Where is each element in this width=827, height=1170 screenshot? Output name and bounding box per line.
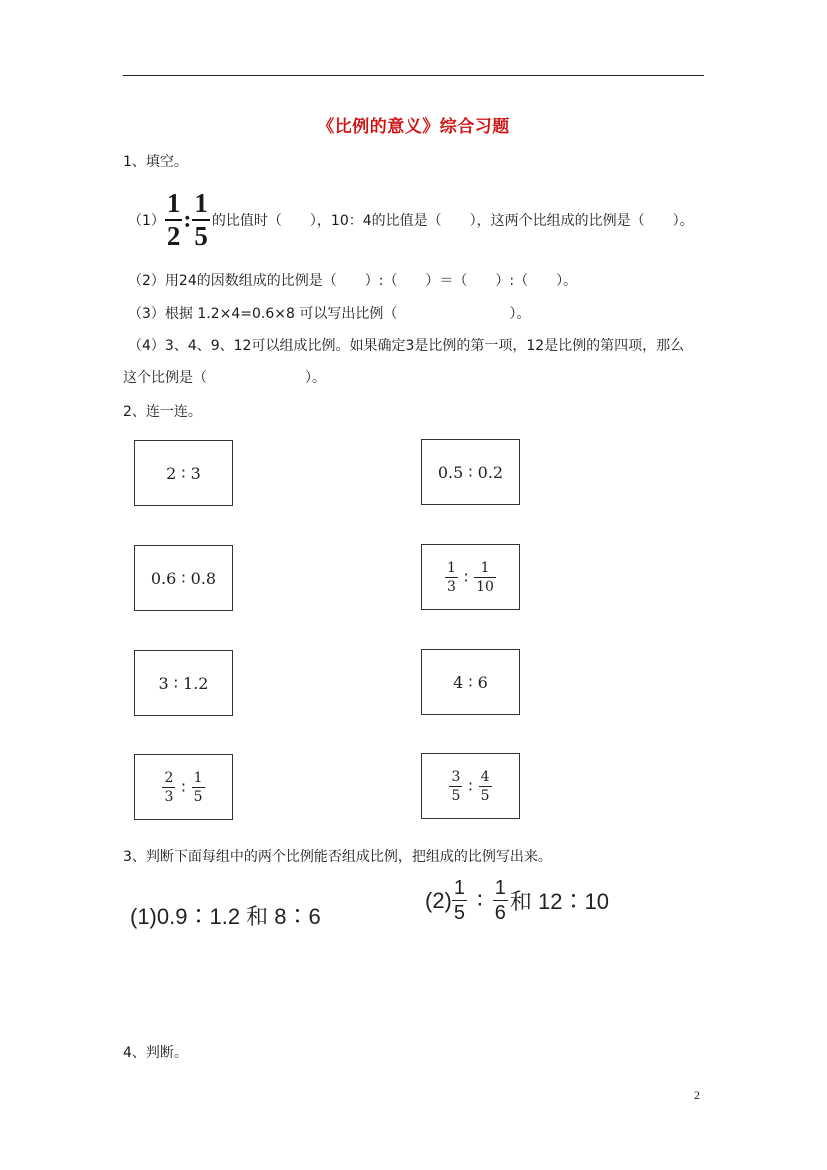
right-box-2-frac-a [445, 561, 458, 594]
section1-heading: 1、填空。 [123, 154, 188, 170]
q3-item2-frac-a [452, 878, 467, 923]
left-box-2[interactable] [134, 545, 233, 611]
q3-item2-frac-a-den: 5 [453, 902, 466, 924]
left-box-1[interactable] [134, 440, 233, 506]
q3-item1: (1)0.9∶1.2 和 8∶6 [130, 904, 321, 929]
section2-heading: 2、连一连。 [123, 404, 202, 420]
left-box-4-frac-a-den: 3 [164, 788, 174, 805]
left-box-4-sep: ∶ [181, 777, 186, 797]
right-box-4[interactable] [421, 753, 520, 819]
right-box-2-frac-b-den: 10 [476, 578, 494, 595]
header-rule [123, 75, 704, 76]
right-box-4-frac-b-den: 5 [480, 787, 490, 804]
q1-colon: : [183, 206, 192, 233]
right-box-4-sep: ∶ [468, 776, 473, 796]
q3-item2 [425, 878, 609, 923]
right-box-4-frac-b [479, 770, 492, 803]
right-box-4-frac-a [449, 770, 462, 803]
right-box-2-frac-b [474, 561, 496, 594]
right-box-2-frac-a-den: 3 [447, 578, 456, 595]
q1-fraction-a [165, 190, 183, 250]
left-box-4-frac-a [162, 771, 175, 804]
q3-item2-prefix: (2) [425, 887, 452, 913]
page-title: 《比例的意义》综合习题 [317, 117, 510, 137]
left-box-4-frac-b [192, 771, 205, 804]
left-box-4[interactable] [134, 754, 233, 820]
page-number: 2 [694, 1088, 700, 1102]
q1-frac-a-num: 1 [166, 188, 181, 218]
left-box-3[interactable] [134, 650, 233, 716]
right-box-2[interactable] [421, 544, 520, 610]
section4-heading: 4、判断。 [123, 1045, 188, 1061]
right-box-2-sep: ∶ [463, 567, 469, 587]
q3-item2-suffix: 和 12∶10 [509, 889, 609, 914]
right-box-2-frac-b-num: 1 [480, 559, 490, 576]
left-box-4-frac-b-den: 5 [193, 788, 203, 805]
right-box-4-frac-a-num: 3 [451, 768, 461, 785]
right-box-3-text: 4 ∶ 6 [453, 672, 488, 692]
q3-item2-sep: ∶ [477, 887, 483, 913]
right-box-3[interactable] [421, 649, 520, 715]
q3-line: （3）根据 1.2×4=0.6×8 可以写出比例（ ）。 [128, 306, 531, 322]
left-box-4-frac-b-num: 1 [193, 769, 203, 786]
right-box-2-frac-a-num: 1 [447, 559, 456, 576]
q1-frac-b-den: 5 [194, 221, 208, 251]
q1-fraction-b [192, 190, 210, 250]
q1-frac-b-num: 1 [194, 188, 208, 218]
q4-line1: （4）3、4、9、12可以组成比例。如果确定3是比例的第一项，12是比例的第四项，那么 [128, 338, 685, 354]
right-box-1[interactable] [421, 439, 520, 505]
left-box-2-text: 0.6 ∶ 0.8 [150, 568, 217, 588]
q4-line2: 这个比例是（ ）。 [123, 370, 326, 386]
q1-text: 的比值时（ ），10：4的比值是（ ），这两个比组成的比例是（ ）。 [211, 213, 694, 229]
right-box-4-frac-b-num: 4 [480, 768, 490, 785]
q3-item2-frac-b [493, 878, 508, 923]
q2-line: （2）用24的因数组成的比例是（ ）:（ ）＝（ ）:（ ）。 [128, 273, 578, 289]
left-box-3-text: 3 ∶ 1.2 [158, 673, 209, 693]
q3-item2-frac-a-num: 1 [453, 877, 466, 899]
section3-heading: 3、判断下面每组中的两个比例能否组成比例，把组成的比例写出来。 [123, 849, 552, 865]
q1-line [128, 190, 694, 250]
left-box-1-text: 2 ∶ 3 [166, 463, 201, 483]
left-box-4-frac-a-num: 2 [164, 769, 174, 786]
right-box-4-frac-a-den: 5 [451, 787, 461, 804]
q3-item2-frac-b-den: 6 [494, 902, 506, 924]
q1-frac-a-den: 2 [166, 221, 181, 251]
right-box-1-text: 0.5 ∶ 0.2 [437, 462, 504, 482]
q3-item2-frac-b-num: 1 [494, 877, 506, 899]
q1-prefix: （1） [128, 213, 165, 229]
